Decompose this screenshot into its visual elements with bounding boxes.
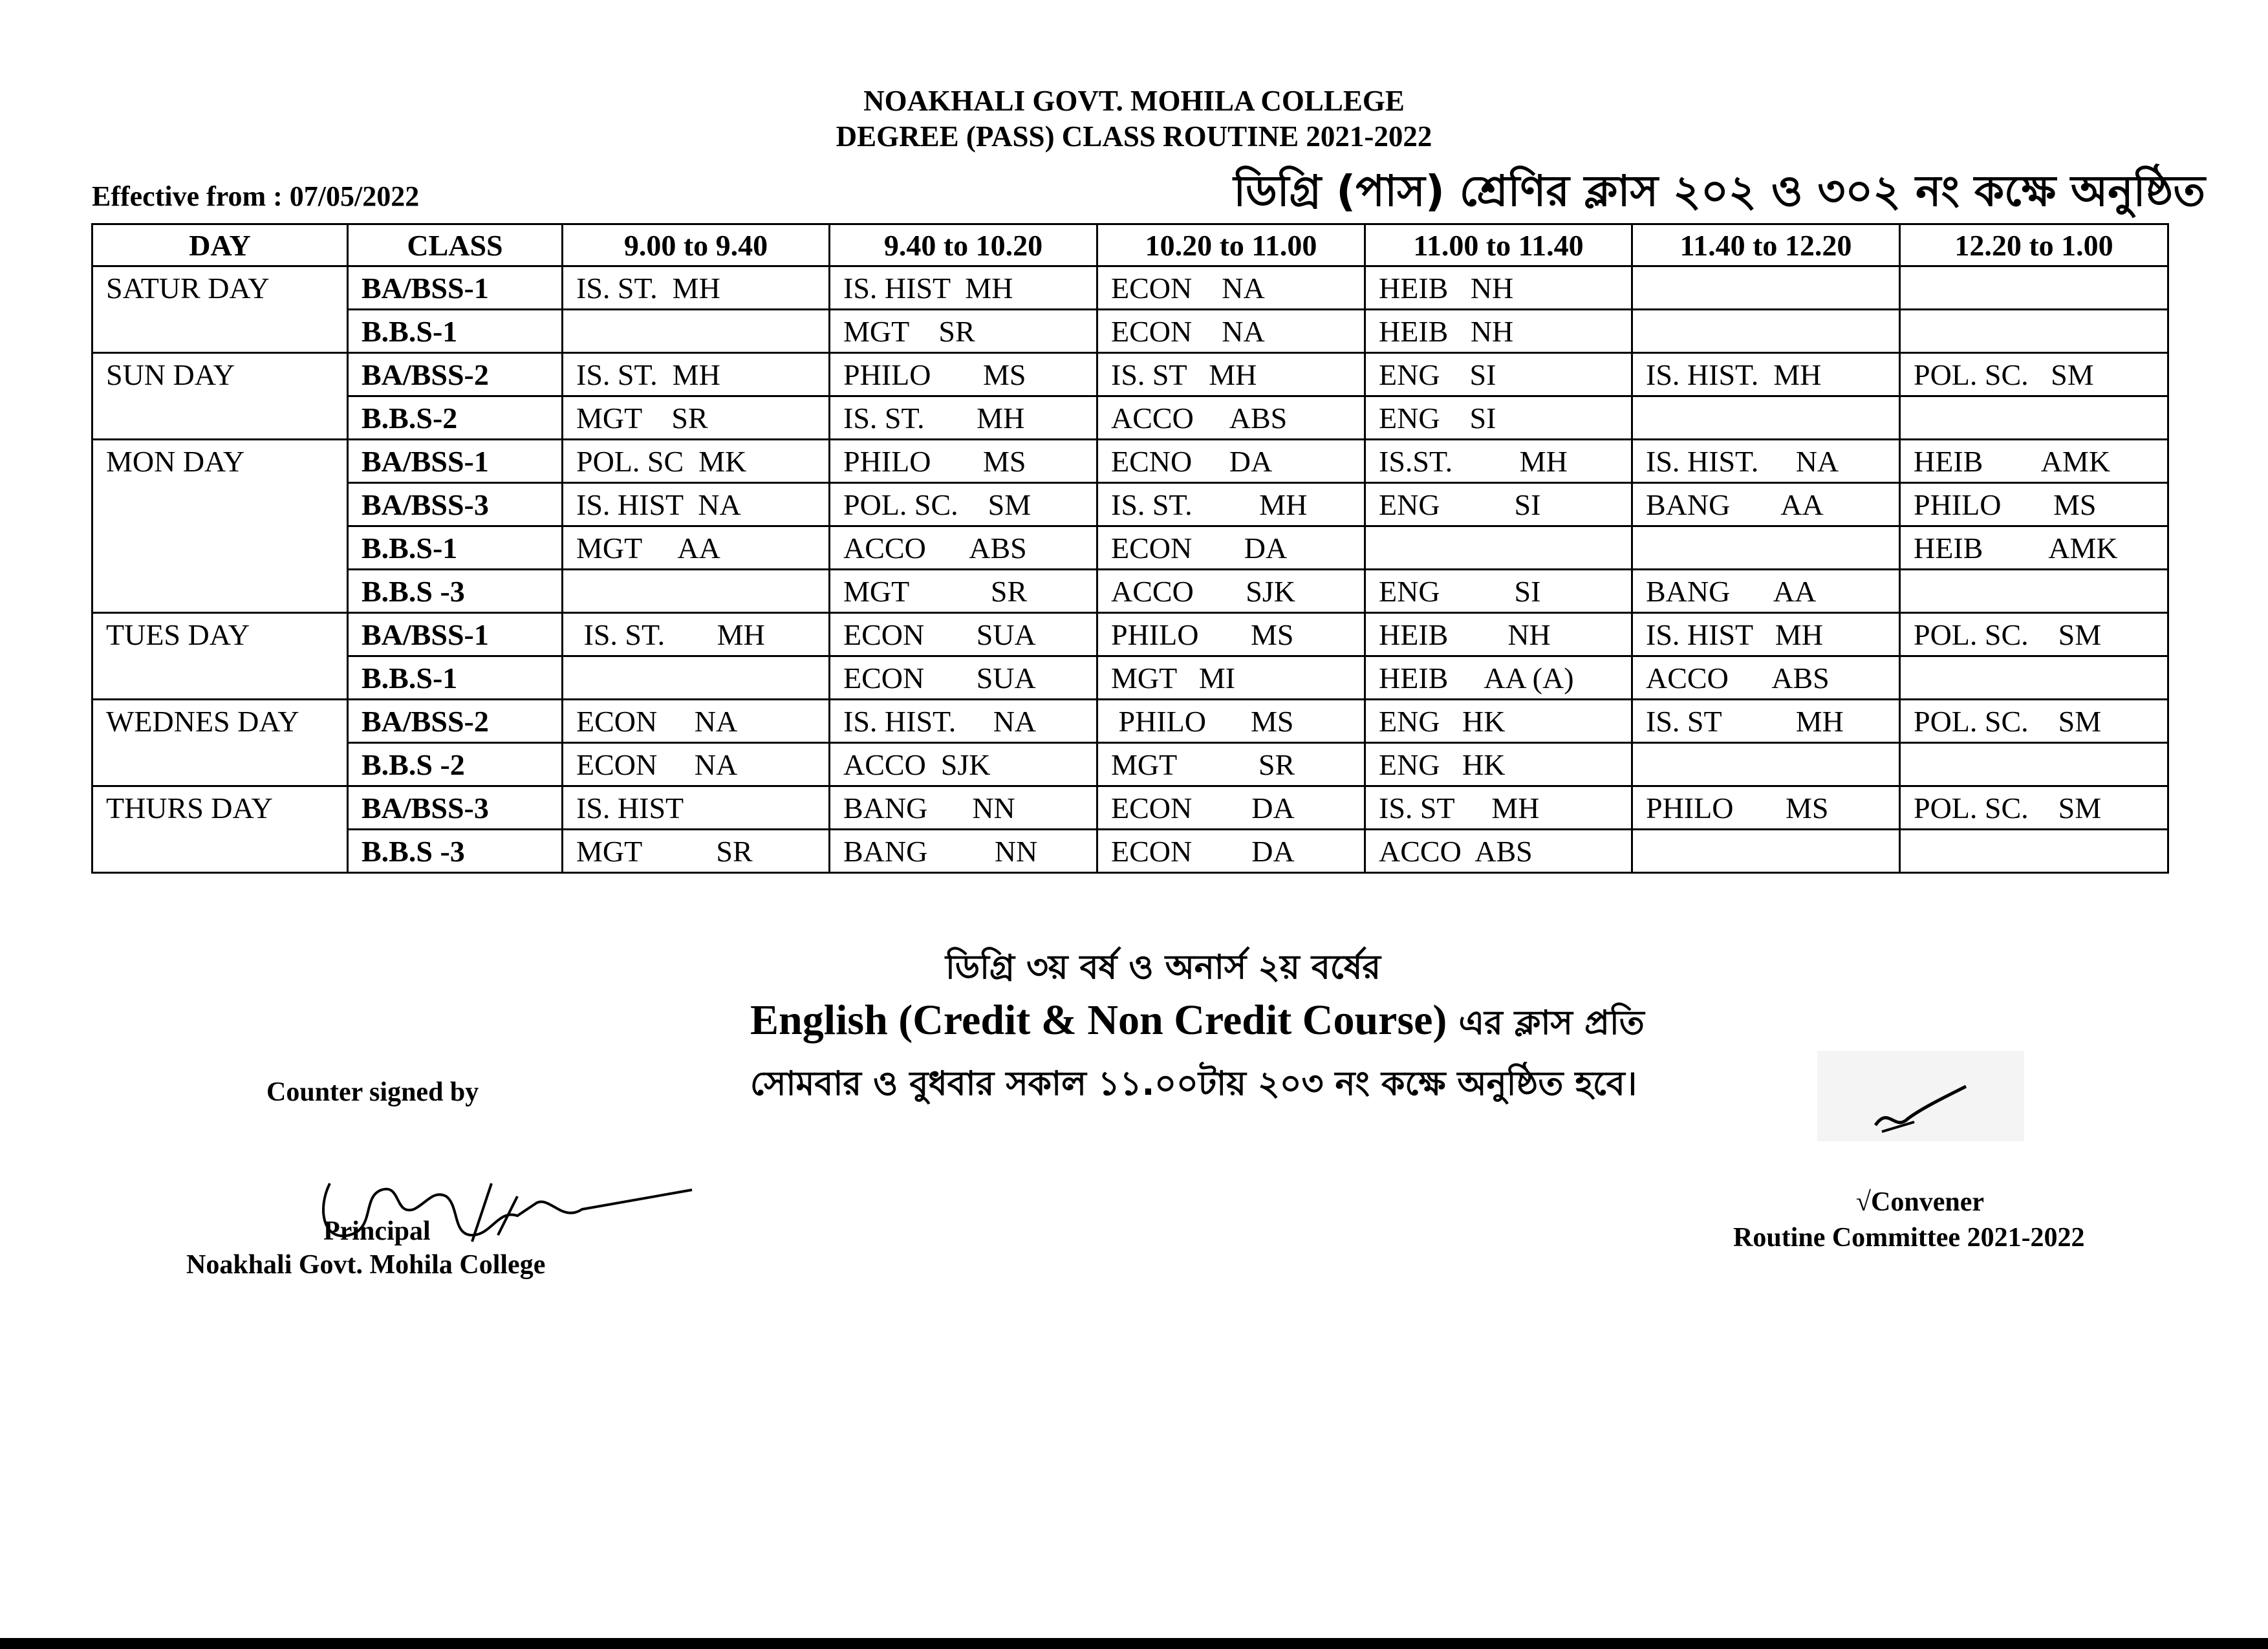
slot-cell: ECNO DA [1097, 440, 1365, 483]
table-row [92, 613, 2168, 656]
column-header: 11.40 to 12.20 [1632, 224, 1900, 266]
slot-cell: BANG AA [1632, 483, 1900, 526]
slot-cell [1900, 570, 2168, 613]
slot-cell: PHILO MS [1900, 483, 2168, 526]
column-header: 9.40 to 10.20 [830, 224, 1097, 266]
table-row [92, 786, 2168, 830]
table-row [92, 830, 2168, 873]
slot-cell: IS. HIST [563, 786, 830, 830]
slot-cell: ACCO ABS [1365, 830, 1632, 873]
day-cell: TUES DAY [92, 613, 348, 700]
slot-cell: MGT SR [1097, 743, 1365, 786]
table-row [92, 440, 2168, 483]
slot-cell: POL. SC. SM [830, 483, 1097, 526]
slot-cell [1632, 526, 1900, 570]
slot-cell: IS. HIST MH [830, 266, 1097, 310]
slot-cell [1900, 656, 2168, 700]
college-name: NOAKHALI GOVT. MOHILA COLLEGE [863, 85, 1405, 117]
table-row [92, 570, 2168, 613]
slot-cell: ACCO SJK [830, 743, 1097, 786]
class-cell: BA/BSS-1 [348, 440, 563, 483]
table-header-row [92, 224, 2168, 266]
slot-cell: POL. SC MK [563, 440, 830, 483]
slot-cell: PHILO MS [830, 440, 1097, 483]
slot-cell: IS. HIST. NA [830, 700, 1097, 743]
convener-signature [1869, 1080, 1972, 1138]
slot-cell: IS. ST MH [1632, 700, 1900, 743]
slot-cell: IS. HIST MH [1632, 613, 1900, 656]
scan-edge [0, 1638, 2268, 1649]
slot-cell: POL. SC. SM [1900, 613, 2168, 656]
notice-line-2-suffix: এর ক্লাস প্রতি [1447, 1004, 1645, 1042]
class-cell: BA/BSS-1 [348, 613, 563, 656]
table-row [92, 266, 2168, 310]
column-header: 9.00 to 9.40 [563, 224, 830, 266]
class-cell: BA/BSS-2 [348, 700, 563, 743]
slot-cell: BANG AA [1632, 570, 1900, 613]
slot-cell: POL. SC. SM [1900, 786, 2168, 830]
slot-cell: ENG SI [1365, 353, 1632, 396]
counter-signed-label: Counter signed by [266, 1077, 479, 1107]
slot-cell: IS. ST. MH [830, 396, 1097, 440]
slot-cell: ECON NA [563, 743, 830, 786]
slot-cell [1632, 743, 1900, 786]
slot-cell: ENG SI [1365, 570, 1632, 613]
slot-cell: POL. SC. SM [1900, 353, 2168, 396]
slot-cell: HEIB AA (A) [1365, 656, 1632, 700]
slot-cell: MGT AA [563, 526, 830, 570]
principal-college: Noakhali Govt. Mohila College [186, 1250, 546, 1280]
slot-cell [1632, 830, 1900, 873]
day-cell: WEDNES DAY [92, 700, 348, 786]
table-body [92, 266, 2168, 873]
class-cell: B.B.S -3 [348, 570, 563, 613]
slot-cell [563, 656, 830, 700]
slot-cell: ENG HK [1365, 700, 1632, 743]
slot-cell [1365, 526, 1632, 570]
slot-cell: IS. ST. MH [563, 353, 830, 396]
slot-cell: IS. HIST. MH [1632, 353, 1900, 396]
notice-line-2 [750, 996, 1645, 1053]
slot-cell: MGT MI [1097, 656, 1365, 700]
slot-cell: IS. HIST NA [563, 483, 830, 526]
column-header: CLASS [348, 224, 563, 266]
slot-cell: IS. HIST. NA [1632, 440, 1900, 483]
slot-cell: PHILO MS [830, 353, 1097, 396]
slot-cell [1900, 830, 2168, 873]
slot-cell: MGT SR [563, 830, 830, 873]
class-cell: BA/BSS-3 [348, 483, 563, 526]
slot-cell: ECON NA [1097, 310, 1365, 353]
slot-cell: PHILO MS [1097, 613, 1365, 656]
slot-cell: IS. ST. MH [1097, 483, 1365, 526]
notice-line-3: সোমবার ও বুধবার সকাল ১১.০০টায় ২০৩ নং কক্ষে অনুষ্ঠিত হবে। [750, 1064, 1637, 1103]
class-cell: BA/BSS-1 [348, 266, 563, 310]
table-row [92, 743, 2168, 786]
day-cell: SATUR DAY [92, 266, 348, 353]
slot-cell: BANG NN [830, 830, 1097, 873]
slot-cell: BANG NN [830, 786, 1097, 830]
notice-course-name: English (Credit & Non Credit Course) [750, 997, 1447, 1044]
slot-cell [1900, 310, 2168, 353]
slot-cell [1632, 310, 1900, 353]
slot-cell [1632, 266, 1900, 310]
table-row [92, 310, 2168, 353]
class-cell: B.B.S -2 [348, 743, 563, 786]
slot-cell: ECON SUA [830, 613, 1097, 656]
class-cell: BA/BSS-3 [348, 786, 563, 830]
slot-cell [563, 310, 830, 353]
slot-cell: ECON DA [1097, 830, 1365, 873]
slot-cell: IS. ST. MH [563, 613, 830, 656]
slot-cell: IS. ST MH [1097, 353, 1365, 396]
slot-cell: IS. ST MH [1365, 786, 1632, 830]
column-header: 10.20 to 11.00 [1097, 224, 1365, 266]
slot-cell: ECON NA [1097, 266, 1365, 310]
day-cell: SUN DAY [92, 353, 348, 440]
notice-line-1: ডিগ্রি ৩য় বর্ষ ও অনার্স ২য় বর্ষের [945, 948, 1381, 987]
slot-cell [1632, 396, 1900, 440]
table-row [92, 353, 2168, 396]
slot-cell [1900, 266, 2168, 310]
slot-cell: PHILO MS [1097, 700, 1365, 743]
routine-title: DEGREE (PASS) CLASS ROUTINE 2021-2022 [836, 120, 1432, 153]
slot-cell [563, 570, 830, 613]
class-cell: B.B.S-1 [348, 656, 563, 700]
table-row [92, 656, 2168, 700]
slot-cell: ACCO ABS [1097, 396, 1365, 440]
column-header: DAY [92, 224, 348, 266]
slot-cell: ECON SUA [830, 656, 1097, 700]
table-row [92, 700, 2168, 743]
day-cell: MON DAY [92, 440, 348, 613]
class-cell: B.B.S-1 [348, 310, 563, 353]
routine-table [91, 223, 2169, 874]
class-cell: B.B.S -3 [348, 830, 563, 873]
slot-cell: HEIB NH [1365, 613, 1632, 656]
slot-cell: ENG SI [1365, 396, 1632, 440]
column-header: 11.00 to 11.40 [1365, 224, 1632, 266]
convener-label: √Convener [1856, 1187, 1985, 1217]
slot-cell: ENG SI [1365, 483, 1632, 526]
slot-cell: HEIB AMK [1900, 440, 2168, 483]
column-header: 12.20 to 1.00 [1900, 224, 2168, 266]
slot-cell: MGT SR [830, 310, 1097, 353]
slot-cell: ECON NA [563, 700, 830, 743]
slot-cell: HEIB NH [1365, 310, 1632, 353]
room-notice-bangla: ডিগ্রি (পাস) শ্রেণির ক্লাস ২০২ ও ৩০২ নং কক্ষে অনুষ্ঠিত [1233, 166, 2205, 216]
slot-cell: ACCO ABS [1632, 656, 1900, 700]
slot-cell [1900, 396, 2168, 440]
slot-cell [1900, 743, 2168, 786]
routine-committee: Routine Committee 2021-2022 [1733, 1223, 2085, 1253]
principal-label: Principal [323, 1216, 431, 1246]
slot-cell: MGT SR [563, 396, 830, 440]
slot-cell: HEIB NH [1365, 266, 1632, 310]
slot-cell: ENG HK [1365, 743, 1632, 786]
slot-cell: ECON DA [1097, 526, 1365, 570]
slot-cell: POL. SC. SM [1900, 700, 2168, 743]
slot-cell: MGT SR [830, 570, 1097, 613]
table-row [92, 526, 2168, 570]
day-cell: THURS DAY [92, 786, 348, 873]
table-row [92, 396, 2168, 440]
slot-cell: IS. ST. MH [563, 266, 830, 310]
slot-cell: ECON DA [1097, 786, 1365, 830]
table-row [92, 483, 2168, 526]
class-cell: BA/BSS-2 [348, 353, 563, 396]
slot-cell: ACCO ABS [830, 526, 1097, 570]
slot-cell: PHILO MS [1632, 786, 1900, 830]
class-cell: B.B.S-2 [348, 396, 563, 440]
slot-cell: HEIB AMK [1900, 526, 2168, 570]
effective-date: Effective from : 07/05/2022 [92, 180, 420, 212]
slot-cell: ACCO SJK [1097, 570, 1365, 613]
slot-cell: IS.ST. MH [1365, 440, 1632, 483]
class-cell: B.B.S-1 [348, 526, 563, 570]
